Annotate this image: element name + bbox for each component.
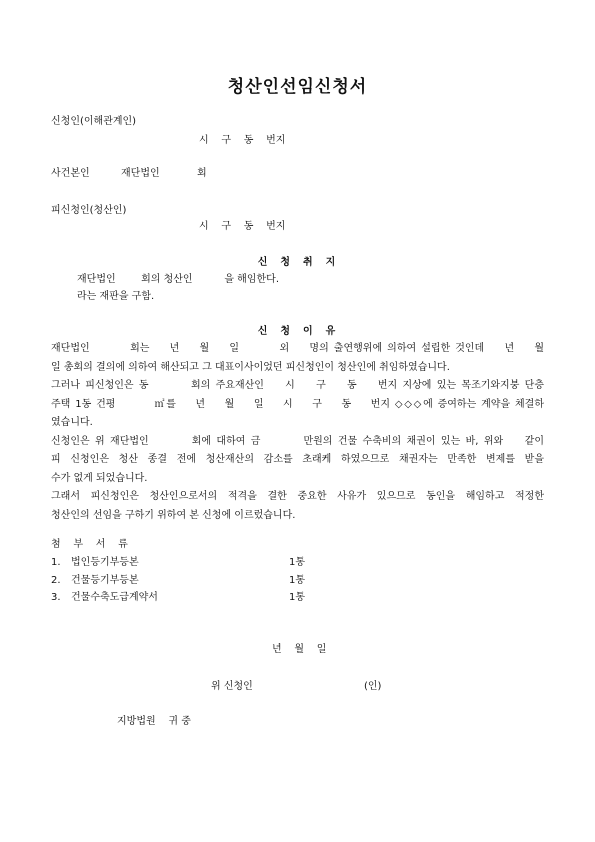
attachment-number: 2. — [51, 575, 61, 586]
case-suffix: 회 — [197, 168, 207, 179]
applicant-label: 신청인(이해관계인) — [51, 116, 137, 127]
purpose-heading: 신 청 취 지 — [257, 257, 338, 268]
attachment-number: 1. — [51, 557, 61, 568]
applicant-address: 시 구 동 번지 — [199, 135, 286, 146]
purpose-line-2: 라는 재판을 구함. — [77, 291, 155, 302]
attachments-heading: 첨 부 서 류 — [51, 539, 128, 550]
court-addressee: 지방법원 귀 중 — [117, 716, 191, 727]
date-line: 년 월 일 — [272, 644, 327, 655]
attachment-name: 건물수축도급계약서 — [71, 592, 158, 603]
reason-line: 청산인의 선임을 구하기 위하여 본 신청에 이르렀습니다. — [51, 509, 296, 521]
case-foundation: 재단법인 — [121, 168, 160, 179]
reason-line: 재단법인 회는 년 월 일 외 명의 출연행위에 의하여 설립한 것인데 년 월 — [51, 343, 544, 354]
reason-line: 신청인은 위 재단법인 회에 대하여 금 만원의 건물 수축비의 채권이 있는 바, 위와 같이 — [51, 435, 544, 447]
signature-seal: (인) — [364, 681, 382, 692]
reason-line: 그러나 피신청인은 동 회의 주요재산인 시 구 동 번지 지상에 있는 목조기와지붕 단층 — [51, 380, 544, 391]
attachment-quantity: 1통 — [289, 575, 306, 586]
page-title: 청산인선임신청서 — [227, 77, 368, 97]
reason-line: 그래서 피신청인은 청산인으로서의 적격을 결한 중요한 사유가 있으므로 동인을 해임하고 적정한 — [51, 491, 544, 502]
respondent-address: 시 구 동 번지 — [199, 221, 286, 232]
case-label: 사건본인 — [51, 168, 90, 179]
signature-label: 위 신청인 — [211, 681, 253, 692]
respondent-label: 피신청인(청산인) — [51, 205, 127, 216]
reason-line: 주택 1동 건평 ㎡를 년 월 일 시 구 동 번지 ◇◇◇에 증여하는 계약을 체결하 — [51, 398, 544, 410]
reason-line: 피 신청인은 청산 종결 전에 청산재산의 감소를 초래케 하였으므로 채권자는 만족한 변제를 받을 — [51, 454, 544, 465]
reason-body — [51, 340, 544, 525]
reason-line: 였습니다. — [51, 417, 93, 428]
purpose-line-1: 재단법인 회의 청산인 을 해임한다. — [77, 274, 279, 285]
attachment-quantity: 1통 — [289, 592, 306, 603]
reason-line: 일 총회의 결의에 의하여 해산되고 그 대표이사이었던 피신청인이 청산인에 취임하였습니다. — [51, 361, 450, 373]
attachment-number: 3. — [51, 592, 61, 603]
attachment-name: 법인등기부등본 — [71, 557, 139, 568]
reason-heading: 신 청 이 유 — [257, 326, 338, 337]
attachment-name: 건물등기부등본 — [71, 575, 139, 586]
attachment-quantity: 1통 — [289, 557, 306, 568]
reason-line: 수가 없게 되었습니다. — [51, 472, 148, 484]
